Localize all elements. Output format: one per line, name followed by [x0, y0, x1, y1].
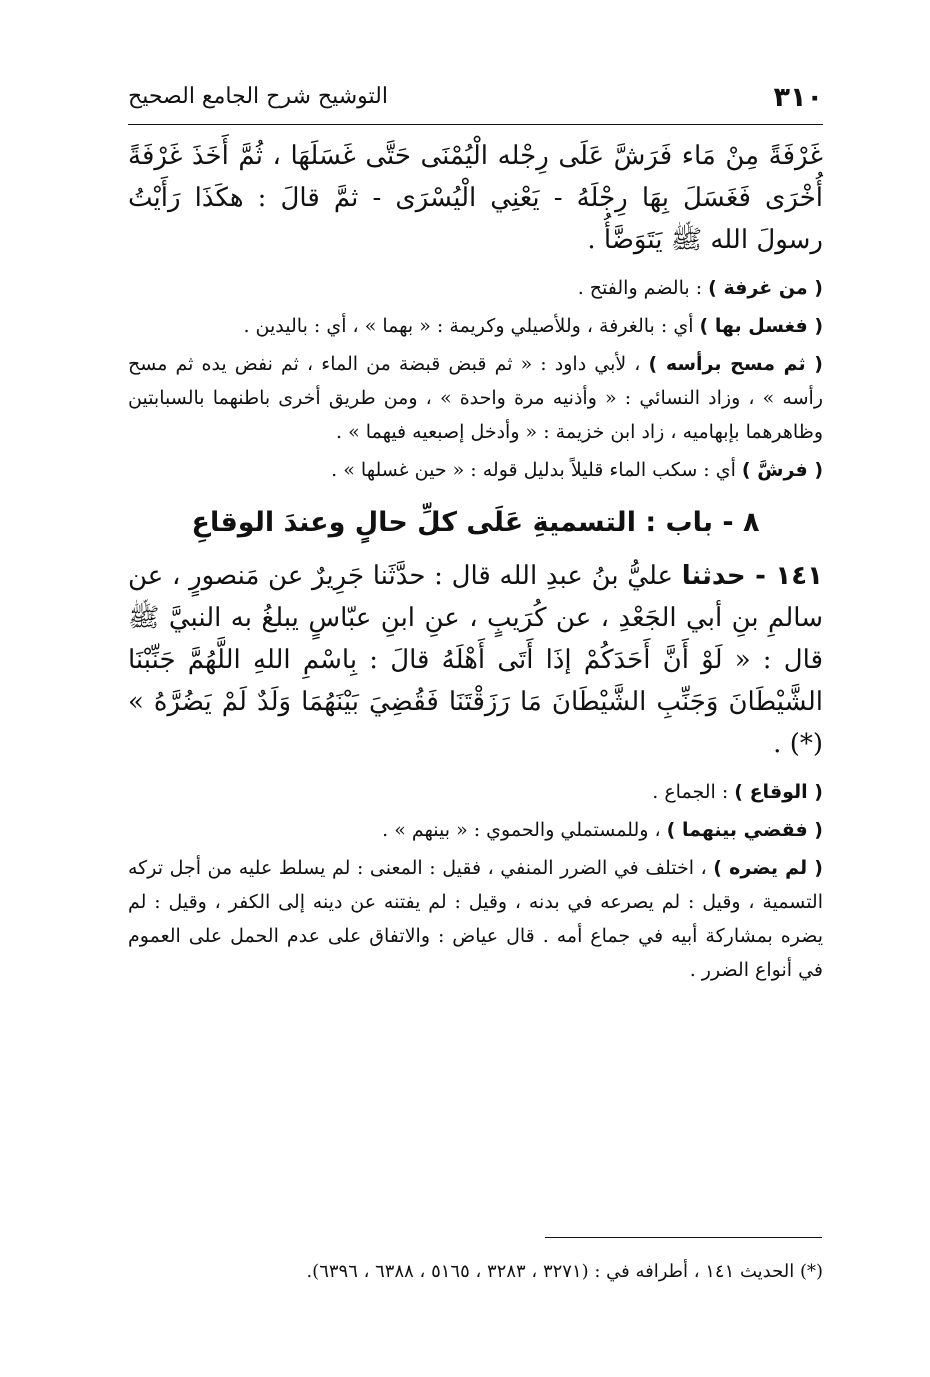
hadith-number: ١٤١ - حدثنا [681, 561, 824, 591]
page-header [128, 78, 823, 125]
commentary-masaha [128, 347, 823, 449]
commentary-text: : الجماع . [652, 781, 735, 803]
hadith-text: عليُّ بنُ عبدِ الله قال : حدَّثَنا جَرِيرٌ عن مَنصورٍ ، عن سالمِ بنِ أبي الجَعْدِ ، عن كُرَيبٍ ، عنِ ابنِ عبّاسٍ يبلغُ به النبيَّ ﷺ قال : « لَوْ أَنَّ أَحَدَكُمْ إذَا أَتَى أَهْلَهُ قالَ : بِاسْمِ اللهِ اللَّهُمَّ جَنِّبْنَا الشَّيْطَانَ وَجَنِّبِ الشَّيْطَانَ مَا رَزَقْتَنَا فَقُضِيَ بَيْنَهُمَا وَلَدٌ لَمْ يَضُرَّهُ » (*) . [128, 561, 823, 759]
commentary-farasha [128, 453, 823, 487]
commentary-term: ( من غرفة ) [708, 277, 823, 299]
commentary-wiqa [128, 775, 823, 809]
commentary-text: أي : سكب الماء قليلاً بدليل قوله : « حين غسلها » . [331, 459, 742, 481]
commentary-text: ، لأبي داود : « ثم قبض قبضة من الماء ، ثم نفض يده ثم مسح رأسه » ، وزاد النسائي : « وأذنيه مرة واحدة » ، ومن طريق أخرى باطنهما بالسبابتين وظاهرهما بإبهاميه ، زاد ابن خزيمة : « وأدخل إصبعيه فيهما » . [128, 353, 823, 443]
commentary-text: : بالضم والفتح . [577, 277, 709, 299]
commentary-text: ، وللمستملي والحموي : « بينهم » . [382, 819, 667, 841]
page-number: ٣١٠ [773, 82, 823, 113]
commentary-lam-yadurrahu [128, 851, 823, 987]
hadith-141 [128, 555, 823, 765]
page-body [128, 135, 823, 991]
hadith-continuation: غَرْفَةً مِنْ مَاء فَرَشَّ عَلَى رِجْله الْيُمْنَى حَتَّى غَسَلَهَا ، ثُمَّ أَخَذَ غَرْفَةً أُخْرَى فَغَسَلَ بِهَا رِجْلَهُ - يَعْنِي الْيُسْرَى - ثمَّ قالَ : هكَذَا رَأَيْتُ رسولَ الله ﷺ يَتَوَضَّأُ . [128, 141, 823, 255]
commentary-fuqdiya [128, 813, 823, 847]
commentary-term: ( فقضي بينهما ) [666, 819, 823, 841]
commentary-term: ( فرشَّ ) [741, 459, 823, 481]
commentary-term: ( الوقاع ) [734, 781, 823, 803]
running-title: التوشيح شرح الجامع الصحيح [128, 84, 388, 109]
commentary-faghasala [128, 309, 823, 343]
footnote-divider [545, 1237, 822, 1238]
commentary-min-ghurfa [128, 271, 823, 305]
commentary-term: ( لم يضره ) [713, 857, 823, 879]
chapter-heading: ٨ - باب : التسميةِ عَلَى كلِّ حالٍ وعندَ الوقاعِ [191, 507, 760, 538]
commentary-text: ، اختلف في الضرر المنفي ، فقيل : المعنى : لم يسلط عليه من أجل تركه التسمية ، وقيل : لم يصرعه في بدنه ، وقيل : لم يفتنه عن دينه إلى الكفر ، وقيل : لم يضره بمشاركة أبيه في جماع أمه . قال عياض : والاتفاق على عدم الحمل على العموم في أنواع الضرر . [128, 857, 823, 981]
commentary-term: ( ثم مسح برأسه ) [648, 353, 823, 375]
footnote: (*) الحديث ١٤١ ، أطرافه في : (٣٢٧١ ، ٣٢٨٣ ، ٥١٦٥ ، ٦٣٨٨ ، ٦٣٩٦). [306, 1261, 823, 1282]
commentary-term: ( فغسل بها ) [699, 315, 823, 337]
commentary-text: أي : بالغرفة ، وللأصيلي وكريمة : « بهما » ، أي : باليدين . [243, 315, 700, 337]
